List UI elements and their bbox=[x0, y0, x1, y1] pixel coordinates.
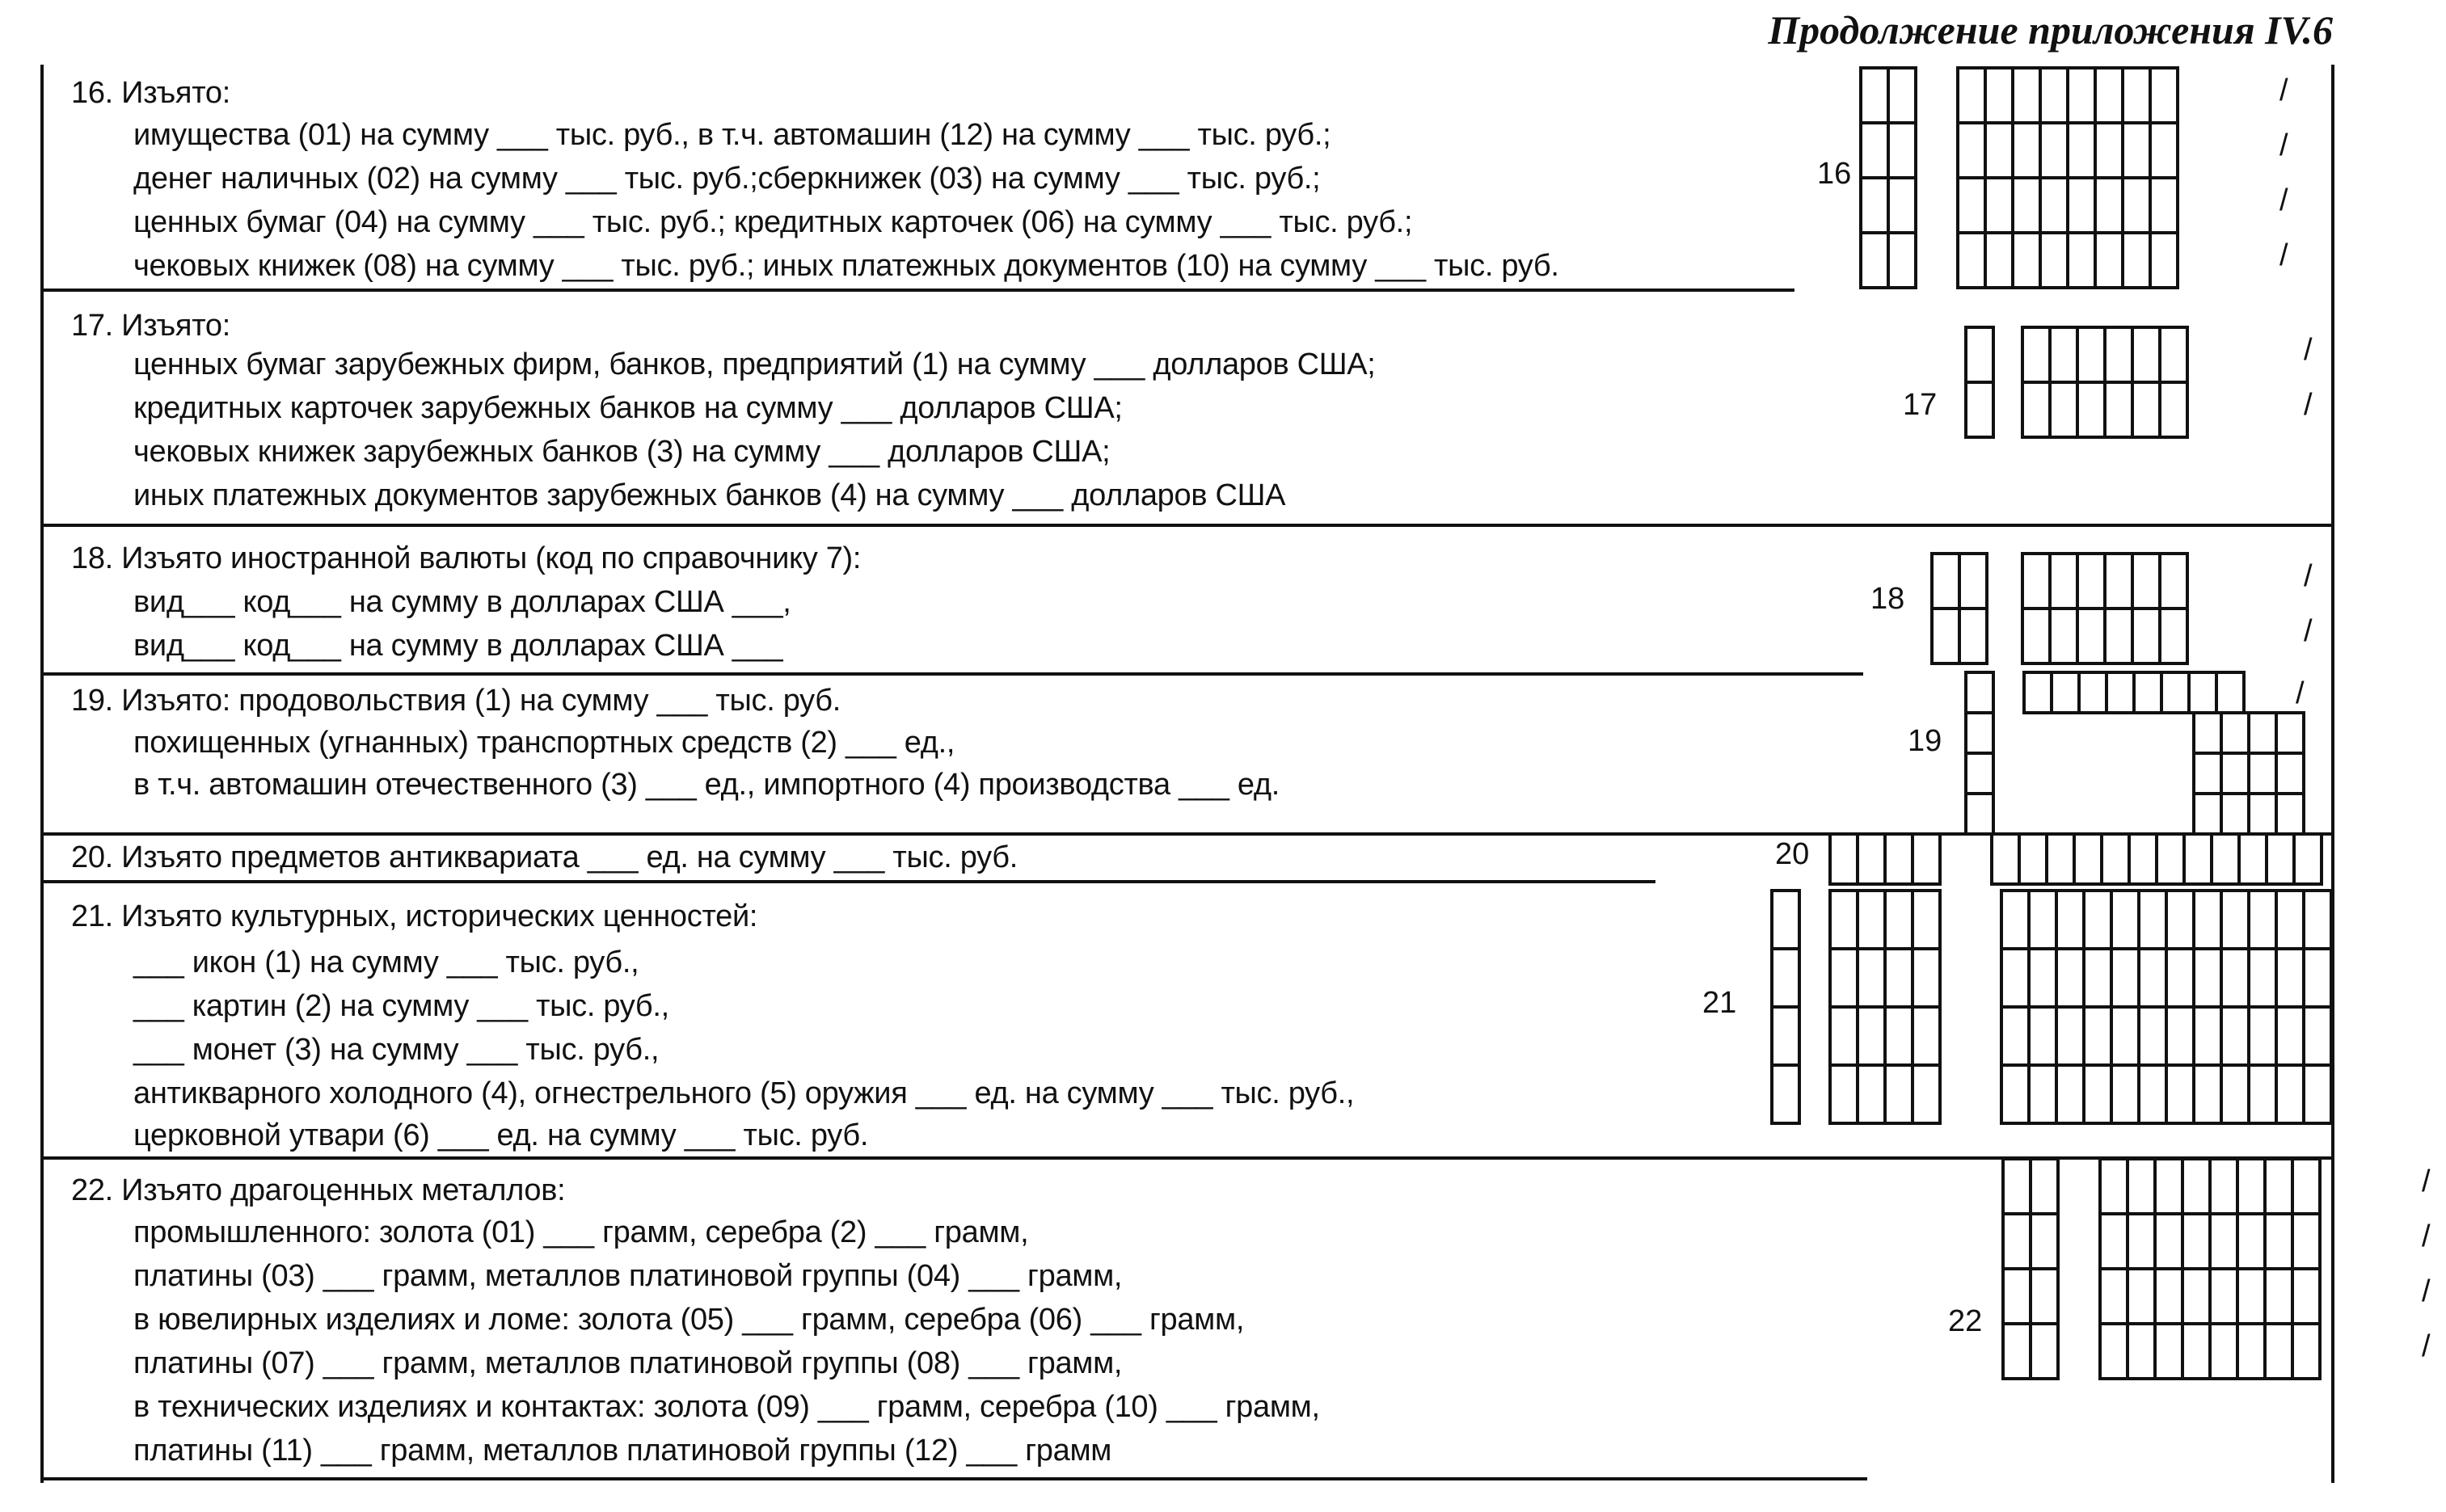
code-cell[interactable] bbox=[2056, 1065, 2084, 1123]
code-cell[interactable] bbox=[2155, 1269, 2182, 1324]
code-cell[interactable] bbox=[2047, 834, 2074, 884]
code-cell[interactable] bbox=[1861, 123, 1888, 178]
section-21-grid[interactable] bbox=[1770, 889, 2334, 1128]
code-cell[interactable] bbox=[2160, 554, 2187, 609]
code-cell[interactable] bbox=[2237, 1214, 2265, 1269]
code-cell[interactable] bbox=[2210, 1159, 2237, 1214]
code-cell[interactable] bbox=[1966, 713, 1993, 753]
separator-17 bbox=[40, 524, 2334, 527]
section-19-line-2: в т.ч. автомашин отечественного (3) ___ ед., импортного (4) производства ___ ед. bbox=[133, 768, 1280, 802]
section-22-line-0: 22. Изъято драгоценных металлов: bbox=[71, 1173, 566, 1207]
code-cell[interactable] bbox=[1913, 1007, 1940, 1065]
code-cell[interactable] bbox=[1958, 123, 1985, 178]
code-cell[interactable] bbox=[2249, 794, 2276, 834]
code-cell[interactable] bbox=[2095, 68, 2123, 123]
section-19-grid[interactable] bbox=[1964, 671, 2336, 839]
section-22-line-2: платины (03) ___ грамм, металлов платиновой группы (04) ___ грамм, bbox=[133, 1259, 1123, 1293]
code-cell[interactable] bbox=[2001, 1007, 2029, 1065]
code-cell[interactable] bbox=[2031, 1269, 2058, 1324]
code-cell[interactable] bbox=[1858, 1007, 1885, 1065]
code-cell[interactable] bbox=[2265, 1214, 2292, 1269]
code-cell[interactable] bbox=[2237, 1324, 2265, 1379]
code-cell[interactable] bbox=[2221, 891, 2249, 949]
code-cell[interactable] bbox=[2100, 1269, 2128, 1324]
code-cell[interactable] bbox=[2276, 949, 2304, 1007]
code-cell[interactable] bbox=[2003, 1269, 2031, 1324]
code-cell[interactable] bbox=[2077, 554, 2105, 609]
section-19-line-1: похищенных (угнанных) транспортных средств (2) ___ ед., bbox=[133, 726, 955, 760]
code-cell[interactable] bbox=[2111, 1065, 2139, 1123]
code-cell[interactable] bbox=[1966, 327, 1993, 382]
code-cell[interactable] bbox=[2003, 1159, 2031, 1214]
code-cell[interactable] bbox=[1966, 382, 1993, 437]
code-cell[interactable] bbox=[2139, 949, 2166, 1007]
section-21-line-2: ___ картин (2) на сумму ___ тыс. руб., bbox=[133, 989, 669, 1023]
code-cell[interactable] bbox=[2031, 1324, 2058, 1379]
code-cell[interactable] bbox=[2022, 609, 2050, 663]
code-cell[interactable] bbox=[2102, 834, 2129, 884]
code-cell[interactable] bbox=[1958, 68, 1985, 123]
code-cell[interactable] bbox=[2132, 327, 2160, 382]
code-cell[interactable] bbox=[1913, 891, 1940, 949]
section-16-code: 16 bbox=[1817, 157, 1852, 191]
code-cell[interactable] bbox=[2123, 123, 2150, 178]
code-cell[interactable] bbox=[2068, 68, 2095, 123]
code-cell[interactable] bbox=[1966, 794, 1993, 834]
code-cell[interactable] bbox=[2166, 1007, 2194, 1065]
code-cell[interactable] bbox=[2237, 1269, 2265, 1324]
code-cell[interactable] bbox=[2194, 891, 2221, 949]
separator-16 bbox=[40, 289, 1794, 292]
code-cell[interactable] bbox=[2056, 1007, 2084, 1065]
slash-mark: / bbox=[2279, 183, 2288, 217]
section-21-line-4: антикварного холодного (4), огнестрельного (5) оружия ___ ед. на сумму ___ тыс. руб., bbox=[133, 1076, 1355, 1110]
code-cell[interactable] bbox=[1885, 834, 1913, 884]
code-cell[interactable] bbox=[2050, 382, 2077, 437]
slash-mark: / bbox=[2279, 128, 2288, 162]
code-cell[interactable] bbox=[2194, 713, 2221, 753]
code-cell[interactable] bbox=[2040, 68, 2068, 123]
code-cell[interactable] bbox=[2013, 178, 2040, 233]
slash-mark: / bbox=[2304, 559, 2313, 593]
code-cell[interactable] bbox=[1888, 233, 1916, 288]
code-cell[interactable] bbox=[1992, 834, 2019, 884]
code-cell[interactable] bbox=[2022, 327, 2050, 382]
section-22-line-5: в технических изделиях и контактах: золота (09) ___ грамм, серебра (10) ___ грамм, bbox=[133, 1390, 1320, 1424]
section-17-grid[interactable] bbox=[1964, 326, 2328, 442]
code-cell[interactable] bbox=[2150, 178, 2178, 233]
code-cell[interactable] bbox=[2107, 672, 2134, 713]
code-cell[interactable] bbox=[1888, 178, 1916, 233]
section-22-grid[interactable] bbox=[2001, 1157, 2446, 1384]
code-cell[interactable] bbox=[2155, 1159, 2182, 1214]
section-20-line-0: 20. Изъято предметов антиквариата ___ ед. на сумму ___ тыс. руб. bbox=[71, 840, 1018, 874]
code-cell[interactable] bbox=[2189, 672, 2216, 713]
code-cell[interactable] bbox=[2292, 1324, 2320, 1379]
section-22-line-3: в ювелирных изделиях и ломе: золота (05) ___ грамм, серебра (06) ___ грамм, bbox=[133, 1303, 1245, 1337]
code-cell[interactable] bbox=[2265, 1269, 2292, 1324]
code-cell[interactable] bbox=[1913, 1065, 1940, 1123]
section-21-line-1: ___ икон (1) на сумму ___ тыс. руб., bbox=[133, 946, 639, 979]
code-cell[interactable] bbox=[2304, 1065, 2331, 1123]
code-cell[interactable] bbox=[1959, 609, 1987, 663]
code-cell[interactable] bbox=[2182, 1269, 2210, 1324]
code-cell[interactable] bbox=[2105, 609, 2132, 663]
code-cell[interactable] bbox=[2161, 672, 2189, 713]
code-cell[interactable] bbox=[2079, 672, 2107, 713]
code-cell[interactable] bbox=[2276, 891, 2304, 949]
code-cell[interactable] bbox=[2292, 1269, 2320, 1324]
code-cell[interactable] bbox=[2139, 891, 2166, 949]
slash-mark: / bbox=[2422, 1274, 2431, 1308]
code-cell[interactable] bbox=[1885, 949, 1913, 1007]
section-17-line-3: чековых книжек зарубежных банков (3) на сумму ___ долларов США; bbox=[133, 435, 1111, 469]
section-16-line-3: ценных бумаг (04) на сумму ___ тыс. руб.; кредитных карточек (06) на сумму ___ тыс. руб.; bbox=[133, 205, 1413, 239]
code-cell[interactable] bbox=[2040, 123, 2068, 178]
code-cell[interactable] bbox=[2129, 834, 2157, 884]
section-16-line-4: чековых книжек (08) на сумму ___ тыс. руб.; иных платежных документов (10) на сумму ___ тыс. руб. bbox=[133, 249, 1559, 283]
code-cell[interactable] bbox=[2150, 233, 2178, 288]
code-cell[interactable] bbox=[2019, 834, 2047, 884]
code-cell[interactable] bbox=[2128, 1269, 2155, 1324]
section-22-line-4: платины (07) ___ грамм, металлов платиновой группы (08) ___ грамм, bbox=[133, 1346, 1123, 1380]
code-cell[interactable] bbox=[2003, 1324, 2031, 1379]
code-cell[interactable] bbox=[2160, 609, 2187, 663]
code-cell[interactable] bbox=[2040, 178, 2068, 233]
code-cell[interactable] bbox=[2068, 178, 2095, 233]
section-21-line-0: 21. Изъято культурных, исторических ценностей: bbox=[71, 899, 758, 933]
code-cell[interactable] bbox=[2221, 753, 2249, 794]
code-cell[interactable] bbox=[1858, 891, 1885, 949]
code-cell[interactable] bbox=[2022, 382, 2050, 437]
code-cell[interactable] bbox=[2265, 1324, 2292, 1379]
code-cell[interactable] bbox=[2132, 609, 2160, 663]
code-cell[interactable] bbox=[2100, 1214, 2128, 1269]
code-cell[interactable] bbox=[2194, 753, 2221, 794]
code-cell[interactable] bbox=[1830, 1007, 1858, 1065]
code-cell[interactable] bbox=[1966, 753, 1993, 794]
code-cell[interactable] bbox=[2182, 1324, 2210, 1379]
code-cell[interactable] bbox=[1858, 949, 1885, 1007]
code-cell[interactable] bbox=[2194, 1007, 2221, 1065]
code-cell[interactable] bbox=[1913, 834, 1940, 884]
code-cell[interactable] bbox=[2276, 1065, 2304, 1123]
code-cell[interactable] bbox=[1861, 68, 1888, 123]
section-18-code: 18 bbox=[1870, 582, 1905, 616]
code-cell[interactable] bbox=[2294, 834, 2322, 884]
code-cell[interactable] bbox=[2249, 1007, 2276, 1065]
code-cell[interactable] bbox=[2267, 834, 2294, 884]
code-cell[interactable] bbox=[2292, 1159, 2320, 1214]
code-cell[interactable] bbox=[2276, 794, 2304, 834]
code-cell[interactable] bbox=[2111, 949, 2139, 1007]
code-cell[interactable] bbox=[2139, 1007, 2166, 1065]
code-cell[interactable] bbox=[2105, 554, 2132, 609]
code-cell[interactable] bbox=[1830, 949, 1858, 1007]
slash-mark: / bbox=[2279, 238, 2288, 272]
section-22-code: 22 bbox=[1948, 1304, 1983, 1338]
code-cell[interactable] bbox=[2001, 1065, 2029, 1123]
code-cell[interactable] bbox=[2095, 178, 2123, 233]
code-cell[interactable] bbox=[1958, 178, 1985, 233]
code-cell[interactable] bbox=[1958, 233, 1985, 288]
code-cell[interactable] bbox=[1985, 178, 2013, 233]
code-cell[interactable] bbox=[2029, 1007, 2056, 1065]
code-cell[interactable] bbox=[2249, 949, 2276, 1007]
section-20-grid[interactable] bbox=[1828, 832, 2325, 889]
code-cell[interactable] bbox=[2132, 382, 2160, 437]
slash-mark: / bbox=[2422, 1165, 2431, 1198]
code-cell[interactable] bbox=[2166, 1065, 2194, 1123]
code-cell[interactable] bbox=[2166, 949, 2194, 1007]
code-cell[interactable] bbox=[2160, 382, 2187, 437]
code-cell[interactable] bbox=[2134, 672, 2161, 713]
code-cell[interactable] bbox=[2150, 68, 2178, 123]
code-cell[interactable] bbox=[2111, 891, 2139, 949]
section-17-line-4: иных платежных документов зарубежных банков (4) на сумму ___ долларов США bbox=[133, 478, 1286, 512]
section-16-line-2: денег наличных (02) на сумму ___ тыс. руб.;сберкнижек (03) на сумму ___ тыс. руб.; bbox=[133, 162, 1321, 196]
code-cell[interactable] bbox=[2013, 123, 2040, 178]
code-cell[interactable] bbox=[2182, 1214, 2210, 1269]
code-cell[interactable] bbox=[2095, 123, 2123, 178]
code-cell[interactable] bbox=[2050, 554, 2077, 609]
code-cell[interactable] bbox=[1772, 1007, 1799, 1065]
code-cell[interactable] bbox=[2105, 327, 2132, 382]
code-cell[interactable] bbox=[2292, 1214, 2320, 1269]
code-cell[interactable] bbox=[2100, 1324, 2128, 1379]
code-cell[interactable] bbox=[2239, 834, 2267, 884]
code-cell[interactable] bbox=[1966, 672, 1993, 713]
section-18-line-2: вид___ код___ на сумму в долларах США ___ bbox=[133, 629, 783, 663]
section-17-line-2: кредитных карточек зарубежных банков на сумму ___ долларов США; bbox=[133, 391, 1123, 425]
code-cell[interactable] bbox=[2128, 1159, 2155, 1214]
section-19-line-0: 19. Изъято: продовольствия (1) на сумму ___ тыс. руб. bbox=[71, 684, 841, 718]
code-cell[interactable] bbox=[2056, 891, 2084, 949]
code-cell[interactable] bbox=[2249, 713, 2276, 753]
section-17-line-0: 17. Изъято: bbox=[71, 309, 230, 343]
code-cell[interactable] bbox=[2166, 891, 2194, 949]
code-cell[interactable] bbox=[2001, 891, 2029, 949]
code-cell[interactable] bbox=[2074, 834, 2102, 884]
code-cell[interactable] bbox=[2123, 178, 2150, 233]
section-20-code: 20 bbox=[1775, 837, 1810, 871]
code-cell[interactable] bbox=[1858, 834, 1885, 884]
code-cell[interactable] bbox=[2212, 834, 2239, 884]
code-cell[interactable] bbox=[2265, 1159, 2292, 1214]
code-cell[interactable] bbox=[2068, 123, 2095, 178]
code-cell[interactable] bbox=[1885, 891, 1913, 949]
code-cell[interactable] bbox=[2221, 794, 2249, 834]
section-16-line-0: 16. Изъято: bbox=[71, 76, 230, 110]
section-18-line-0: 18. Изъято иностранной валюты (код по справочнику 7): bbox=[71, 541, 862, 575]
code-cell[interactable] bbox=[1858, 1065, 1885, 1123]
code-cell[interactable] bbox=[2123, 68, 2150, 123]
code-cell[interactable] bbox=[1985, 233, 2013, 288]
code-cell[interactable] bbox=[2155, 1324, 2182, 1379]
code-cell[interactable] bbox=[2304, 891, 2331, 949]
code-cell[interactable] bbox=[2216, 672, 2244, 713]
code-cell[interactable] bbox=[1830, 834, 1858, 884]
section-21-line-3: ___ монет (3) на сумму ___ тыс. руб., bbox=[133, 1033, 660, 1067]
code-cell[interactable] bbox=[2194, 949, 2221, 1007]
slash-mark: / bbox=[2422, 1329, 2431, 1363]
code-cell[interactable] bbox=[2052, 672, 2079, 713]
code-cell[interactable] bbox=[2029, 949, 2056, 1007]
code-cell[interactable] bbox=[2105, 382, 2132, 437]
code-cell[interactable] bbox=[2084, 1007, 2111, 1065]
code-cell[interactable] bbox=[2029, 891, 2056, 949]
code-cell[interactable] bbox=[1772, 949, 1799, 1007]
code-cell[interactable] bbox=[2150, 123, 2178, 178]
slash-mark: / bbox=[2304, 388, 2313, 422]
slash-mark: / bbox=[2422, 1219, 2431, 1253]
code-cell[interactable] bbox=[2050, 327, 2077, 382]
slash-mark: / bbox=[2279, 74, 2288, 107]
code-cell[interactable] bbox=[2139, 1065, 2166, 1123]
code-cell[interactable] bbox=[1985, 68, 2013, 123]
code-cell[interactable] bbox=[2077, 609, 2105, 663]
code-cell[interactable] bbox=[1913, 949, 1940, 1007]
code-cell[interactable] bbox=[2194, 794, 2221, 834]
code-cell[interactable] bbox=[2013, 233, 2040, 288]
code-cell[interactable] bbox=[2304, 949, 2331, 1007]
code-cell[interactable] bbox=[2077, 327, 2105, 382]
code-cell[interactable] bbox=[2237, 1159, 2265, 1214]
separator-21 bbox=[40, 1156, 2334, 1160]
code-cell[interactable] bbox=[2077, 382, 2105, 437]
code-cell[interactable] bbox=[2056, 949, 2084, 1007]
code-cell[interactable] bbox=[1830, 891, 1858, 949]
code-cell[interactable] bbox=[2221, 1065, 2249, 1123]
code-cell[interactable] bbox=[2210, 1269, 2237, 1324]
code-cell[interactable] bbox=[2221, 713, 2249, 753]
section-22-line-1: промышленного: золота (01) ___ грамм, серебра (2) ___ грамм, bbox=[133, 1215, 1029, 1249]
separator-22 bbox=[40, 1477, 1867, 1480]
code-cell[interactable] bbox=[2249, 1065, 2276, 1123]
code-cell[interactable] bbox=[2001, 949, 2029, 1007]
code-cell[interactable] bbox=[1932, 554, 1959, 609]
code-cell[interactable] bbox=[2084, 891, 2111, 949]
section-19-code: 19 bbox=[1908, 724, 1942, 758]
slash-mark: / bbox=[2304, 614, 2313, 648]
code-cell[interactable] bbox=[2123, 233, 2150, 288]
code-cell[interactable] bbox=[2128, 1214, 2155, 1269]
code-cell[interactable] bbox=[2182, 1159, 2210, 1214]
section-18-grid[interactable] bbox=[1930, 552, 2328, 668]
code-cell[interactable] bbox=[2013, 68, 2040, 123]
code-cell[interactable] bbox=[2221, 949, 2249, 1007]
code-cell[interactable] bbox=[2040, 233, 2068, 288]
code-cell[interactable] bbox=[2095, 233, 2123, 288]
code-cell[interactable] bbox=[2084, 949, 2111, 1007]
code-cell[interactable] bbox=[2022, 554, 2050, 609]
code-cell[interactable] bbox=[2029, 1065, 2056, 1123]
code-cell[interactable] bbox=[1985, 123, 2013, 178]
code-cell[interactable] bbox=[2031, 1214, 2058, 1269]
code-cell[interactable] bbox=[2024, 672, 2052, 713]
code-cell[interactable] bbox=[1959, 554, 1987, 609]
code-cell[interactable] bbox=[1932, 609, 1959, 663]
separator-20 bbox=[40, 880, 1655, 883]
code-cell[interactable] bbox=[1830, 1065, 1858, 1123]
code-cell[interactable] bbox=[1861, 178, 1888, 233]
code-cell[interactable] bbox=[2184, 834, 2212, 884]
code-cell[interactable] bbox=[2003, 1214, 2031, 1269]
code-cell[interactable] bbox=[2276, 753, 2304, 794]
code-cell[interactable] bbox=[2276, 1007, 2304, 1065]
code-cell[interactable] bbox=[2050, 609, 2077, 663]
section-18-line-1: вид___ код___ на сумму в долларах США ___, bbox=[133, 585, 791, 619]
code-cell[interactable] bbox=[2249, 753, 2276, 794]
code-cell[interactable] bbox=[2084, 1065, 2111, 1123]
code-cell[interactable] bbox=[2304, 1007, 2331, 1065]
code-cell[interactable] bbox=[1888, 123, 1916, 178]
code-cell[interactable] bbox=[2031, 1159, 2058, 1214]
code-cell[interactable] bbox=[2210, 1214, 2237, 1269]
code-cell[interactable] bbox=[2128, 1324, 2155, 1379]
section-16-line-1: имущества (01) на сумму ___ тыс. руб., в т.ч. автомашин (12) на сумму ___ тыс. руб.; bbox=[133, 118, 1331, 152]
section-17-line-1: ценных бумаг зарубежных фирм, банков, предприятий (1) на сумму ___ долларов США; bbox=[133, 347, 1376, 381]
code-cell[interactable] bbox=[2160, 327, 2187, 382]
code-cell[interactable] bbox=[2111, 1007, 2139, 1065]
section-21-line-5: церковной утвари (6) ___ ед. на сумму ___ тыс. руб. bbox=[133, 1118, 869, 1152]
left-border bbox=[40, 65, 44, 1483]
code-cell[interactable] bbox=[1772, 891, 1799, 949]
code-cell[interactable] bbox=[2210, 1324, 2237, 1379]
code-cell[interactable] bbox=[1861, 233, 1888, 288]
page-header: Продолжение приложения IV.6 bbox=[1768, 7, 2333, 53]
code-cell[interactable] bbox=[2155, 1214, 2182, 1269]
section-16-grid[interactable] bbox=[1859, 66, 2304, 293]
code-cell[interactable] bbox=[1772, 1065, 1799, 1123]
code-cell[interactable] bbox=[2194, 1065, 2221, 1123]
slash-mark: / bbox=[2304, 333, 2313, 367]
code-cell[interactable] bbox=[1885, 1007, 1913, 1065]
code-cell[interactable] bbox=[2132, 554, 2160, 609]
section-17-code: 17 bbox=[1903, 388, 1938, 422]
code-cell[interactable] bbox=[2157, 834, 2184, 884]
section-22-line-6: платины (11) ___ грамм, металлов платиновой группы (12) ___ грамм bbox=[133, 1434, 1112, 1468]
slash-mark: / bbox=[2296, 676, 2305, 710]
code-cell[interactable] bbox=[2276, 713, 2304, 753]
section-21-code: 21 bbox=[1702, 986, 1737, 1020]
code-cell[interactable] bbox=[2100, 1159, 2128, 1214]
code-cell[interactable] bbox=[2249, 891, 2276, 949]
code-cell[interactable] bbox=[1888, 68, 1916, 123]
separator-18 bbox=[40, 672, 1863, 676]
code-cell[interactable] bbox=[2221, 1007, 2249, 1065]
code-cell[interactable] bbox=[2068, 233, 2095, 288]
code-cell[interactable] bbox=[1885, 1065, 1913, 1123]
